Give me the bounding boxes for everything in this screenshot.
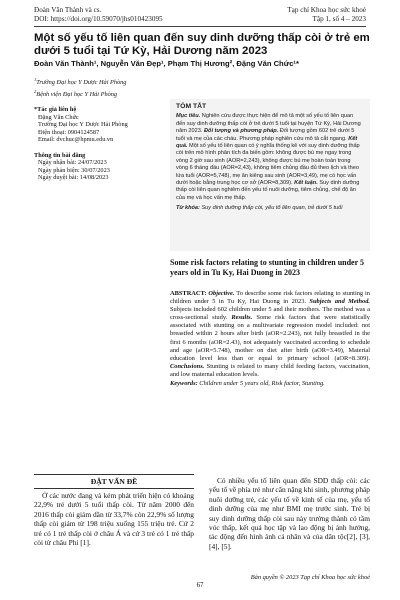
english-abstract: ABSTRACT: Objective. To describe some risk factors relating to stunting in children under 5 in Tu Ky, Hai Duong in 2023. Subjects and Method. Subjects included 602 children under 5 and their mothers. The method was a cross-sectional study. Results. Some risk factors that were statistically associated with stunting on a multivariate regression model included: not breastfed within 2 hours after birth (aOR=2.243), not fully breastfed in the first 6 months (aOR=2.43), not adequately vaccinated according to schedule and age (aOR=5.748), mother on diet after birth (aOR=3.49), Material education level less than or equal to primary school (aOR=8.309). Conclusions. Stunting is related to many child feeding factors, vaccination, and low maternal education levels. Keywords: Children under 5 years old, Risk factor, Stunting. [170,290,370,388]
english-title: Some risk factors relating to stunting in children under 5 years old in Tu Ky, Hai Duong in 2023 [170,258,365,277]
date-received: Ngày nhận bài: 24/07/2023 [38,159,107,167]
running-header-left [34,6,163,24]
affiliation-2: $^2$Bệnh viện Đại học Y Hải Phòng [34,88,118,98]
contact-institution: Trường Đại học Y Dược Hải Phòng [38,121,128,129]
page-number: 67 [196,582,204,589]
intro-paragraph-right: Có nhiều yếu tố liên quan đến SDD thấp còi: các yếu tố về phía trẻ như cân nặng khi sinh, phương pháp nuôi dưỡng trẻ, các yếu tố về kinh tế của mẹ, yếu tố dinh dưỡng của mẹ như BMI mẹ trước sinh. Trẻ bị suy dinh dưỡng thấp còi sau này trưởng thành có tầm vóc thấp, kết quả học tập và lao động bị ảnh hưởng, tác động đến hình ảnh cá nhân và của dân tộc[2], [3], [4], [5]. [209,476,370,551]
contact-email[interactable]: Email: dvchuc@hpmu.edu.vn [38,136,114,144]
date-reviewed: Ngày phản biện: 30/07/2023 [38,166,110,174]
header-volume: Tập 1, số 4 – 2023 [312,15,366,23]
summary-text: Mục tiêu. Nghiên cứu được thực hiện để mô tả một số yếu tố liên quan đến suy dinh dưỡng thấp còi ở trẻ dưới 5 tuổi tại huyện Tứ Kỳ, Hải Dương năm 2023. Đối tượng và phương pháp. Đối tượng gồm 602 trẻ dưới 5 tuổi và mẹ của các cháu. Phương pháp nghiên cứu mô tả cắt ngang. Kết quả. Một số yếu tố liên quan có ý nghĩa thống kê với suy dinh dưỡng thấp còi trên mô hình phân tích đa biến gồm: không được bú mẹ ngay trong vòng 2 giờ sau sinh (AOR=2,243), không được bú mẹ hoàn toàn trong vòng 6 tháng đầu (AOR=2,43), không tiêm chủng đầu đủ theo lịch và theo lứa tuổi (AOR=5,748), mẹ ăn kiêng sau sinh (AOR=3,49), mẹ có học vấn dưới hoặc bằng trung học cơ sở (AOR=8,309). Kết luận. Suy dinh dưỡng thấp còi liên quan nghiêm đến yếu tố nuôi dưỡng, tiêm chủng, chế độ ăn của mẹ và học vấn mẹ thấp. [176,113,361,201]
copyright-note: Bản quyền © 2023 Tạp chí Khoa học sức khoẻ [250,574,370,581]
intro-paragraph-left: Ở các nước đang và kém phát triển hiện có khoảng 22,9% trẻ dưới 5 tuổi thấp còi. Từ năm 2000 đến 2016 thấp còi giảm dần từ 33,7% còn 22,9% số lượng thấp còi giảm từ 198 triệu xuống 155 triệu trẻ. Cứ 2 trẻ có 1 trẻ thấp còi ở châu Á và cứ 3 trẻ có 1 trẻ thấp còi từ châu Phi [1]. [34,491,194,548]
header-doi[interactable]: DOI: https://doi.org/10.59070/jhs010423095 [34,15,163,23]
date-accepted: Ngày duyệt bài: 14/08/2023 [38,174,109,182]
article-info-heading: Thông tin bài đăng [34,151,86,159]
english-keywords: Keywords: Children under 5 years old, Risk factor, Stunting. [170,380,325,388]
summary-heading: TÓM TẮT [176,103,207,110]
header-divider [34,26,366,27]
article-title: Một số yếu tố liên quan đến suy dinh dưỡng thấp còi ở trẻ em dưới 5 tuổi tại Tứ Kỳ, Hải Dương năm 2023 [34,32,370,57]
affiliation-1: $^1$Trường Đại học Y Dược Hải Phòng [34,77,127,87]
summary-keywords: Từ khóa: Suy dinh dưỡng thấp còi, yếu tố liên quan, trẻ dưới 5 tuổi [176,205,343,212]
running-header-right [287,6,366,24]
header-journal: Tạp chí Khoa học sức khoẻ [287,6,366,14]
contact-phone: Điện thoại: 0904124587 [38,128,100,136]
summary-box-vi [170,99,370,251]
header-authors: Đoàn Văn Thành và cs. [34,6,102,14]
article-sidebar [34,76,154,182]
author-list: Đoàn Văn Thành¹, Nguyễn Văn Đẹp¹, Phạm Thị Hương², Đặng Văn Chức¹* [34,59,299,68]
intro-heading: ĐẶT VẤN ĐỀ [34,474,194,489]
contact-heading: *Tác giả liên hệ [34,106,77,114]
contact-name: Đặng Văn Chức [38,113,79,121]
